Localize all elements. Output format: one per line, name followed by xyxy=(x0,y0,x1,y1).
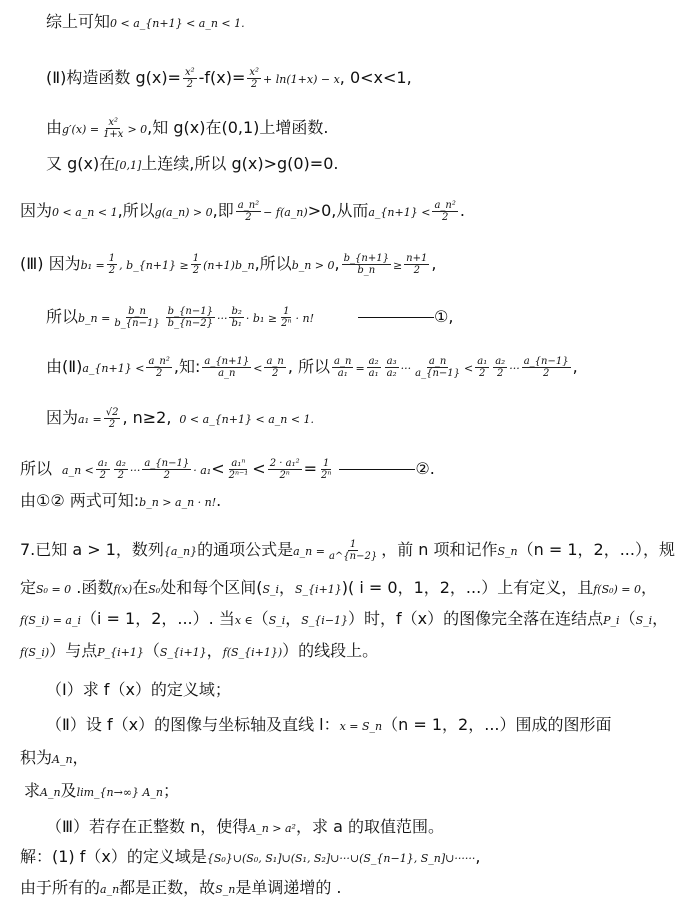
fraction xyxy=(236,200,261,223)
fraction xyxy=(142,458,191,481)
den: 1+x xyxy=(103,129,124,140)
den: b_{n−1} xyxy=(114,318,160,329)
num: 2 · a₁² xyxy=(269,458,300,469)
text: 由①② 两式可知: xyxy=(20,491,140,510)
math: ··· xyxy=(216,312,228,325)
text: 由 xyxy=(46,118,63,137)
line-part-3 xyxy=(20,253,436,276)
fraction xyxy=(404,253,429,276)
den: a^{n−2} xyxy=(328,551,378,562)
math: a_n < xyxy=(62,464,94,477)
problem-7-part-2 xyxy=(46,715,612,737)
num: √2 xyxy=(105,407,119,418)
text: ， xyxy=(206,641,223,660)
circle-number: ① xyxy=(434,307,449,326)
num: b_{n+1} xyxy=(343,253,389,264)
text: 定 xyxy=(20,578,37,597)
fraction xyxy=(107,253,117,276)
den: 2 xyxy=(479,368,486,379)
math: S_i xyxy=(635,614,653,627)
den: a_n xyxy=(218,368,236,379)
text: , xyxy=(334,254,340,273)
den: 2ⁿ xyxy=(279,470,290,481)
text: ， xyxy=(72,748,89,767)
num: b_{n−1} xyxy=(167,306,213,317)
math: (n+1)b_n xyxy=(203,259,255,272)
math: f(S_i) xyxy=(20,646,50,659)
math: {a_n} xyxy=(163,545,198,558)
line-construct-g xyxy=(46,67,412,90)
text: 所以 xyxy=(46,307,79,326)
text: （i = 1，2，...）. 当 xyxy=(81,609,235,628)
text: (Ⅲ) 因为 xyxy=(20,254,81,273)
text: 所以 xyxy=(20,459,53,478)
fraction xyxy=(367,356,381,379)
math: + ln(1+x) − x xyxy=(263,73,340,86)
math: S_{i−1} xyxy=(301,614,349,627)
den: 2 xyxy=(192,265,200,276)
text: ,所以 xyxy=(117,201,155,220)
fraction xyxy=(319,458,333,481)
text: 解：(1) f（x）的定义域是 xyxy=(20,847,207,866)
math: a₁ = xyxy=(78,413,102,426)
num: a₁ⁿ xyxy=(231,458,246,469)
line-conclusion-1 xyxy=(46,12,245,34)
num: 1 xyxy=(108,253,116,264)
text: . xyxy=(459,201,465,220)
fraction xyxy=(229,306,243,329)
fraction xyxy=(432,200,457,223)
text: .函数 xyxy=(71,578,114,597)
math: [0,1] xyxy=(115,159,142,172)
text: 上连续,所以 g(x)>g(0)=0. xyxy=(141,154,339,173)
text: (Ⅱ)构造函数 g(x)= xyxy=(46,68,181,87)
math: · n! xyxy=(295,312,314,325)
math: 0 < a_{n+1} < a_n < 1. xyxy=(179,413,315,426)
den: 2 xyxy=(163,470,170,481)
math: a_n xyxy=(100,883,120,896)
line-continuous xyxy=(46,154,338,176)
fraction xyxy=(101,117,125,140)
fraction xyxy=(385,356,399,379)
text: ， xyxy=(279,578,296,597)
text: （n = 1，2，...）围成的图形面 xyxy=(382,715,612,734)
text: ,知 g(x)在(0,1)上增函数. xyxy=(147,118,329,137)
problem-7-part-2-cont xyxy=(20,748,89,770)
math: b₁ = xyxy=(80,259,105,272)
math: {S₀}∪(S₀, S₁]∪(S₁, S₂]∪···∪(S_{n−1}, S_n]∪······ xyxy=(206,852,476,865)
num: a₁ xyxy=(477,356,488,367)
fraction xyxy=(166,306,215,329)
den: a₂ xyxy=(386,368,397,379)
text: ,知: xyxy=(173,357,201,376)
fraction xyxy=(247,67,261,90)
math: , b_{n+1} ≥ xyxy=(119,259,189,272)
den: 2 xyxy=(108,265,116,276)
den: 2 xyxy=(413,265,420,276)
math: f(S₀) = 0 xyxy=(593,583,642,596)
text: ,即 xyxy=(212,201,234,220)
num: a₂ xyxy=(115,458,126,469)
problem-7-line-4 xyxy=(20,641,378,663)
line-an-bound xyxy=(20,458,435,481)
fraction xyxy=(96,458,110,481)
den: a_{n−1} xyxy=(415,368,461,379)
text: 求 xyxy=(24,781,41,800)
line-a1-value xyxy=(46,407,314,430)
text: （n = 1，2，...），规 xyxy=(517,540,675,559)
math: P_i xyxy=(603,614,620,627)
text: 处和每个区间( xyxy=(160,578,263,597)
fraction xyxy=(268,458,302,481)
math: S_{i+1} xyxy=(295,583,342,596)
text: ）的线段上。 xyxy=(282,641,379,660)
num: a_{n+1} xyxy=(204,356,250,367)
den: 2ⁿ⁻¹ xyxy=(228,470,249,481)
math: · a₁ xyxy=(193,464,212,477)
fraction xyxy=(264,356,285,379)
text: . xyxy=(429,459,435,478)
fraction xyxy=(493,356,507,379)
math: = xyxy=(355,362,365,375)
text: ， xyxy=(641,578,658,597)
math: S_i xyxy=(268,614,286,627)
den: 2 xyxy=(155,368,163,379)
text: 7.已知 a > 1，数列 xyxy=(20,540,164,559)
num: 1 xyxy=(323,458,330,469)
math: A_n xyxy=(52,753,73,766)
num: a_n² xyxy=(148,356,170,367)
fraction xyxy=(191,253,201,276)
num: a₂ xyxy=(368,356,379,367)
text: ）与点 xyxy=(49,641,98,660)
num: x² xyxy=(184,67,195,78)
text: 综上可知 xyxy=(46,12,111,31)
text: , xyxy=(431,254,437,273)
den: 2ⁿ xyxy=(281,318,292,329)
den: 2 xyxy=(271,368,279,379)
math: f(S_{i+1}) xyxy=(222,646,283,659)
text: 积为 xyxy=(20,748,53,767)
problem-7-part-3 xyxy=(46,817,444,839)
fraction xyxy=(202,356,251,379)
line-conclusion-2 xyxy=(20,491,221,513)
math: a_{n+1} < xyxy=(82,362,145,375)
fraction xyxy=(146,356,171,379)
problem-7-line-2 xyxy=(20,578,657,600)
math: ··· xyxy=(400,362,412,375)
math: x = S_n xyxy=(339,720,383,733)
text: < xyxy=(211,459,225,478)
text: ， xyxy=(652,609,669,628)
den: b_n xyxy=(357,265,376,276)
math: a_{n+1} < xyxy=(368,206,431,219)
num: n+1 xyxy=(406,253,428,264)
den: 2 xyxy=(251,79,258,90)
den: b_{n−2} xyxy=(167,318,213,329)
line-bn-product xyxy=(46,306,453,329)
num: a_n xyxy=(334,356,352,367)
fraction xyxy=(227,458,251,481)
problem-7-line-3 xyxy=(20,609,668,631)
math: A_n > a² xyxy=(248,822,296,835)
text: 在 xyxy=(132,578,149,597)
fraction xyxy=(327,539,379,562)
text: 的通项公式是 xyxy=(197,540,294,559)
num: 1 xyxy=(283,306,290,317)
text: （Ⅰ）求 f（x）的定义域； xyxy=(46,680,231,699)
math: S_i xyxy=(262,583,279,596)
text: . xyxy=(216,491,222,510)
math: P_{i+1} xyxy=(97,646,144,659)
num: a_n xyxy=(428,356,447,367)
fraction xyxy=(332,356,353,379)
den: 2 xyxy=(99,470,107,481)
math: 0 < a_{n+1} < a_n < 1. xyxy=(110,17,245,30)
num: a₁ xyxy=(97,458,108,469)
math: ··· xyxy=(129,464,141,477)
text: < xyxy=(252,459,266,478)
text: , xyxy=(475,847,481,866)
num: x² xyxy=(108,117,119,128)
num: b_n xyxy=(128,306,146,317)
fraction xyxy=(114,458,128,481)
text: -f(x)= xyxy=(198,68,246,87)
math: f(S_i) = a_i xyxy=(20,614,81,627)
text: （ xyxy=(619,609,636,628)
text: , 0<x<1, xyxy=(339,68,412,87)
den: 2 xyxy=(542,368,550,379)
num: a_{n−1} xyxy=(144,458,190,469)
line-derivative xyxy=(46,117,328,140)
problem-7-part-1 xyxy=(46,680,231,700)
math: a_n = xyxy=(293,545,325,558)
text: ，前 n 项和记作 xyxy=(381,540,498,559)
text: ，求 a 的取值范围。 xyxy=(295,817,444,836)
math: S_n xyxy=(497,545,518,558)
math: ··· xyxy=(509,362,520,375)
fraction xyxy=(104,407,121,430)
math: > 0 xyxy=(127,123,148,136)
math: S_n xyxy=(215,883,236,896)
math: < xyxy=(253,362,263,375)
math: 0 < a_n < 1 xyxy=(52,206,118,219)
math: · b₁ ≥ xyxy=(245,312,278,325)
problem-7-part-2-ask xyxy=(24,781,179,803)
text: ； xyxy=(163,781,180,800)
math: − f(a_n) xyxy=(263,206,308,219)
num: x² xyxy=(249,67,260,78)
text: 由(Ⅱ) xyxy=(46,357,83,376)
text: 又 g(x)在 xyxy=(46,154,116,173)
num: 1 xyxy=(349,539,357,550)
den: 2ⁿ xyxy=(321,470,332,481)
underline-rule xyxy=(339,469,415,470)
line-from-part-2 xyxy=(46,356,578,379)
den: 2 xyxy=(108,419,116,430)
solution-line-1 xyxy=(20,847,480,869)
text: （ xyxy=(143,641,160,660)
text: >0,从而 xyxy=(307,201,369,220)
line-because-1 xyxy=(20,200,465,223)
den: 2 xyxy=(117,470,125,481)
text: 因为 xyxy=(46,408,79,427)
den: 2 xyxy=(245,212,252,223)
fraction xyxy=(183,67,197,90)
text: , xyxy=(448,307,454,326)
circle-number: ② xyxy=(415,459,430,478)
fraction xyxy=(279,306,293,329)
fraction xyxy=(112,306,161,329)
num: a₃ xyxy=(386,356,397,367)
num: b₂ xyxy=(231,306,242,317)
den: 2 xyxy=(497,368,504,379)
num: 1 xyxy=(192,253,200,264)
text: ,所以 xyxy=(254,254,292,273)
math: f(x) xyxy=(113,583,133,596)
text: 因为 xyxy=(20,201,53,220)
math: S₀ = 0 xyxy=(36,583,72,596)
text: 是单调递增的 . xyxy=(235,878,342,897)
fraction xyxy=(413,356,462,379)
math: b_n > 0 xyxy=(291,259,335,272)
text: ， xyxy=(285,609,302,628)
math: S₀ xyxy=(148,583,161,596)
fraction xyxy=(475,356,489,379)
text: 由于所有的 xyxy=(20,878,101,897)
den: 2 xyxy=(186,79,193,90)
den: a₁ xyxy=(337,368,348,379)
text: （ xyxy=(252,609,269,628)
text: （Ⅱ）设 f（x）的图像与坐标轴及直线 l： xyxy=(46,715,340,734)
den: 2 xyxy=(441,212,449,223)
problem-7-line-1 xyxy=(20,539,675,562)
num: a_n² xyxy=(434,200,456,211)
underline-rule xyxy=(358,317,434,318)
math: lim_{n→∞} A_n xyxy=(76,786,164,799)
math: b_n = xyxy=(78,312,111,325)
math: A_n xyxy=(40,786,61,799)
num: a_{n−1} xyxy=(523,356,569,367)
text: （Ⅲ）若存在正整数 n，使得 xyxy=(46,817,249,836)
num: a₂ xyxy=(495,356,506,367)
text: )( i = 0，1，2，...）上有定义，且 xyxy=(341,578,594,597)
math: g′(x) = xyxy=(62,123,100,136)
math: < xyxy=(464,362,474,375)
text: 都是正数，故 xyxy=(119,878,216,897)
num: a_n² xyxy=(237,200,260,211)
text: , n≥2, xyxy=(122,408,172,427)
fraction xyxy=(342,253,391,276)
den: a₁ xyxy=(368,368,379,379)
fraction xyxy=(522,356,571,379)
text: 及 xyxy=(60,781,77,800)
math: ≥ xyxy=(392,259,403,272)
num: a_n xyxy=(266,356,284,367)
math: x ∈ xyxy=(234,614,253,627)
solution-line-2 xyxy=(20,878,342,900)
math: b_n > a_n · n! xyxy=(139,496,217,509)
text: , xyxy=(572,357,578,376)
text: , 所以 xyxy=(287,357,331,376)
text: ）时，f（x）的图像完全落在连结点 xyxy=(348,609,604,628)
math: g(a_n) > 0 xyxy=(154,206,213,219)
den: b₁ xyxy=(231,318,242,329)
math: S_{i+1} xyxy=(159,646,207,659)
text: = xyxy=(303,459,317,478)
